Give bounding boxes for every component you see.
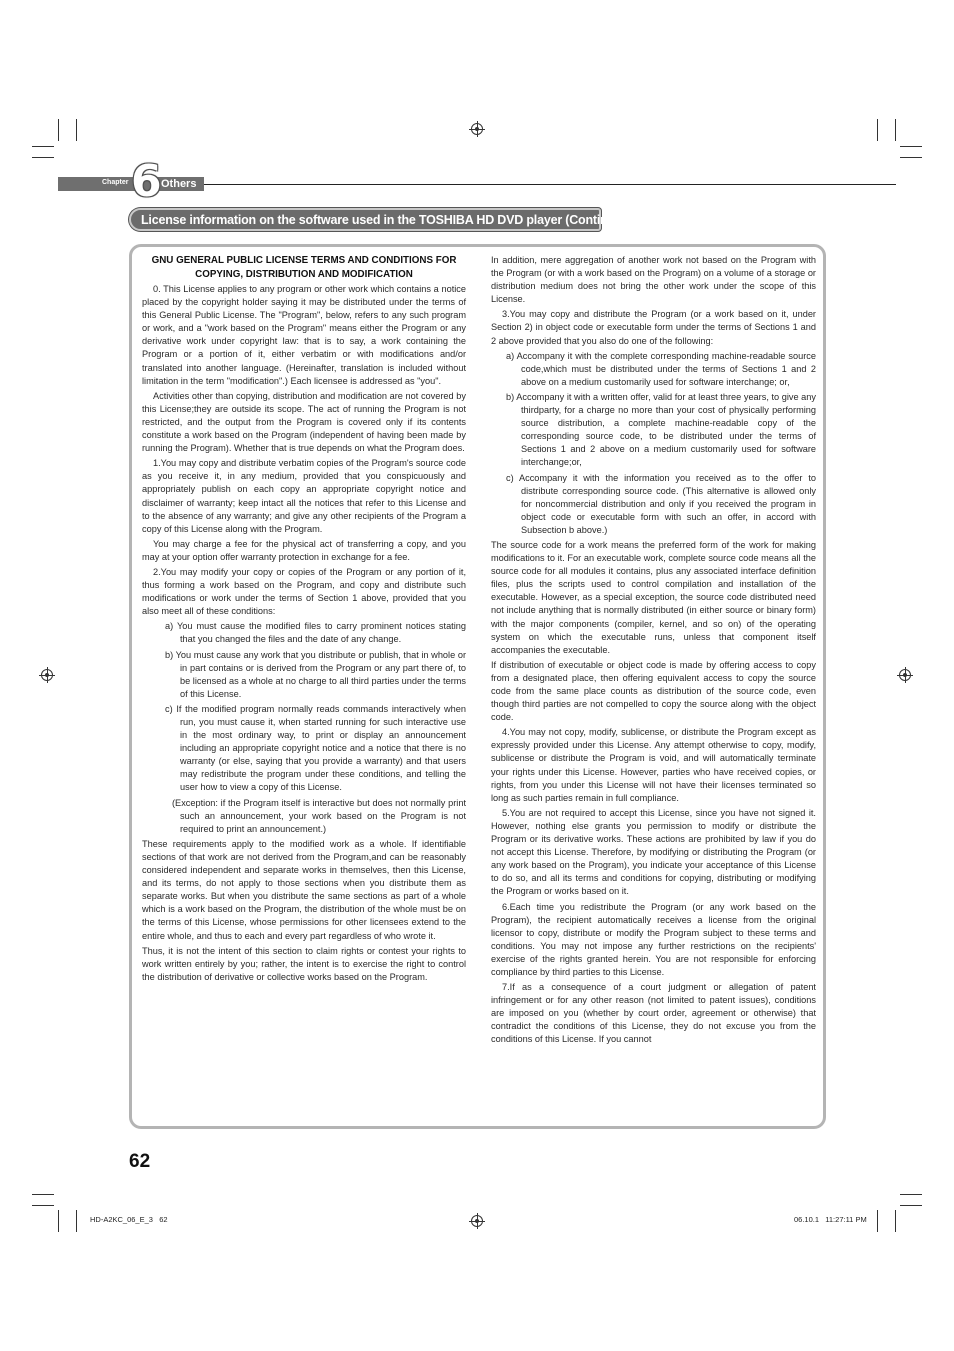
crop-mark [877, 119, 878, 141]
list-item: c) If the modified program normally reads commands interactively when run, you must cause it, when started running for such interactive use in the most ordinary way, to print or display an announcement including an appropriate copyright notice and a notice that there is no warranty (or else, saying that you provide a warranty) and that users may redistribute the program under these conditions, and telling the user how to view a copy of this License. [165, 703, 466, 793]
section-title: License information on the software used in the TOSHIBA HD DVD player (Continued) [141, 213, 634, 227]
crop-mark [900, 157, 922, 158]
paragraph: Activities other than copying, distribution and modification are not covered by this License;they are outside its scope. The act of running the Program is not restricted, and the output from the Program is covered only if its contents constitute a work based on the Program (independent of having been made by running the Program). Whether that is true depends on what the Program does. [142, 390, 466, 454]
footer-timestamp: 06.10.1 11:27:11 PM [794, 1215, 867, 1224]
registration-mark-icon [471, 1215, 483, 1227]
page-number: 62 [129, 1151, 151, 1172]
crop-mark [895, 119, 896, 141]
crop-mark [900, 146, 922, 147]
crop-mark [900, 1194, 922, 1195]
list-item: a) You must cause the modified files to carry prominent notices stating that you changed the files and the date of any change. [165, 621, 466, 645]
registration-mark-icon [471, 123, 483, 135]
crop-mark [32, 146, 54, 147]
crop-mark [32, 157, 54, 158]
exception-note: (Exception: if the Program itself is interactive but does not normally print such an announcement, your work based on the Program is not required to print an announcement.) [172, 797, 466, 834]
list-item: b) Accompany it with a written offer, valid for at least three years, to give any thirdparty, for a charge no more than your cost of physically performing source distribution, a complete machine-readable copy of the corresponding source code, to be distributed under the terms of Sections 1 and 2 above on a medium customarily used for software interchange;or, [506, 391, 816, 468]
crop-mark [32, 1194, 54, 1195]
paragraph: 4.You may not copy, modify, sublicense, or distribute the Program except as expressly provided under this License. Any attempt otherwise to copy, modify, sublicense or distribute the Program is void, and will automatically terminate your rights under this License. However, parties who have received copies, or rights, from you under this License will not have their licenses terminated so long as such parties remain in full compliance. [491, 727, 816, 803]
list-item: a) Accompany it with the complete corresponding machine-readable source code,which must be distributed under the terms of Sections 1 and 2 above on a medium customarily used for software interchange; or, [506, 350, 816, 387]
crop-mark [76, 119, 77, 141]
registration-mark-icon [41, 669, 53, 681]
chapter-title: Others [161, 178, 197, 190]
paragraph: 6.Each time you redistribute the Program (or any work based on the Program), the recipient automatically receives a license from the original licensor to copy, distribute or modify the Program subject to these terms and conditions. You may not impose any further restrictions on the recipients' exercise of the rights granted herein. You are not responsible for enforcing compliance by third parties to this License. [491, 901, 816, 977]
left-column [142, 254, 466, 986]
list-item: b) You must cause any work that you distribute or publish, that in whole or in part contains or is derived from the Program or any part there of, to be licensed as a whole at no charge to all third parties under the terms of this License. [165, 649, 466, 699]
paragraph: 5.You are not required to accept this License, since you have not signed it. However, nothing else grants you permission to modify or distribute the Program or its derivative works. These actions are prohibited by law if you do not accept this License. Therefore, by modifying or distributing the Program (or any work based on the Program), you indicate your acceptance of this License to do so, and all its terms and conditions for copying, distributing or modifying the Program or works based on it. [491, 807, 816, 897]
list-item: c) Accompany it with the information you received as to the offer to distribute corresponding source code. (This alternative is allowed only for noncommercial distribution and only if you received the program in object code or executable form with such an offer, in accord with Subsection b above.) [506, 472, 816, 535]
chapter-word: Chapter [102, 179, 129, 186]
paragraph: 2.You may modify your copy or copies of the Program or any portion of it, thus forming a work based on the Program, and copy and distribute such modifications or work under the terms of Section 1 above, provided that you also meet all of these conditions: [142, 566, 466, 617]
paragraph: 1.You may copy and distribute verbatim copies of the Program's source code as you receive it, in any medium, provided that you conspicuously and appropriately publish on each copy an appropriate copyright notice and disclaimer of warranty; keep intact all the notices that refer to this License and to the absence of any warranty; and give any other recipients of the Program a copy of this License along with the Program. [142, 458, 466, 534]
crop-mark [58, 119, 59, 141]
paragraph: In addition, mere aggregation of another work not based on the Program with the Program (or with a work based on the Program) on a volume of a storage or distribution medium does not bring the other work under the scope of this License. [491, 255, 816, 305]
footer-file-info: HD-A2KC_06_E_3 62 [90, 1215, 168, 1224]
crop-mark [32, 1205, 54, 1206]
paragraph: 0. This License applies to any program or other work which contains a notice placed by the copyright holder saying it may be distributed under the terms of this General Public License. The "Program", below, refers to any such program or work, and a "work based on the Program" means either the Program or any derivative work under copyright law: that is to say, a work containing the Program or a portion of it, either verbatim or with modifications and/or translated into another language. (Hereinafter, translation is included without limitation in the term "modification".) Each licensee is addressed as "you". [142, 284, 466, 386]
chapter-number: 6 [131, 156, 162, 207]
paragraph: Thus, it is not the intent of this section to claim rights or contest your rights to work written entirely by you; rather, the intent is to exercise the right to control the distribution of derivative or collective works based on the Program. [142, 945, 466, 982]
crop-mark [877, 1210, 878, 1232]
right-column [491, 254, 816, 1049]
paragraph: If distribution of executable or object code is made by offering access to copy from a designated place, then offering equivalent access to copy the source code from the same place counts as distribution of the source code, even though third parties are not compelled to copy the source along with the object code. [491, 659, 816, 723]
paragraph: You may charge a fee for the physical act of transferring a copy, and you may at your option offer warranty protection in exchange for a fee. [142, 538, 466, 562]
chapter-rule [204, 184, 896, 185]
crop-mark [58, 1210, 59, 1232]
paragraph: The source code for a work means the preferred form of the work for making modifications to it. For an executable work, complete source code means all the source code for all modules it contains, plus any associated interface definition files, plus the scripts used to control compilation and installation of the executable. However, as a special exception, the source code distributed need not include anything that is normally distributed (in either source or binary form) with the major components (compiler, kernel, and so on) of the operating system on which the executable runs, unless that component itself accompanies the executable. [491, 539, 816, 655]
paragraph: These requirements apply to the modified work as a whole. If identifiable sections of that work are not derived from the Program,and can be reasonably considered independent and separate works in themselves, then this License, and its terms, do not apply to those sections when you distribute them as separate works. But when you distribute the same sections as part of a whole which is a work based on the Program, the distribution of the whole must be on the terms of this License, whose permissions for other licensees extend to the entire whole, and thus to each and every part regardless of who wrote it. [142, 838, 466, 941]
crop-mark [900, 1205, 922, 1206]
paragraph: 3.You may copy and distribute the Program (or a work based on it, under Section 2) in object code or executable form under the terms of Sections 1 and 2 above provided that you also do one of the following: [491, 309, 816, 346]
crop-mark [895, 1210, 896, 1232]
license-heading: GNU GENERAL PUBLIC LICENSE TERMS AND CONDITIONS FOR COPYING, DISTRIBUTION AND MODIFICATION [151, 255, 457, 280]
registration-mark-icon [899, 669, 911, 681]
paragraph: 7.If as a consequence of a court judgment or allegation of patent infringement or for any other reason (not limited to patent issues), conditions are imposed on you (whether by court order, agreement or otherwise) that contradict the conditions of this License, they do not excuse you from the conditions of this License. If you cannot [491, 982, 816, 1045]
crop-mark [76, 1210, 77, 1232]
